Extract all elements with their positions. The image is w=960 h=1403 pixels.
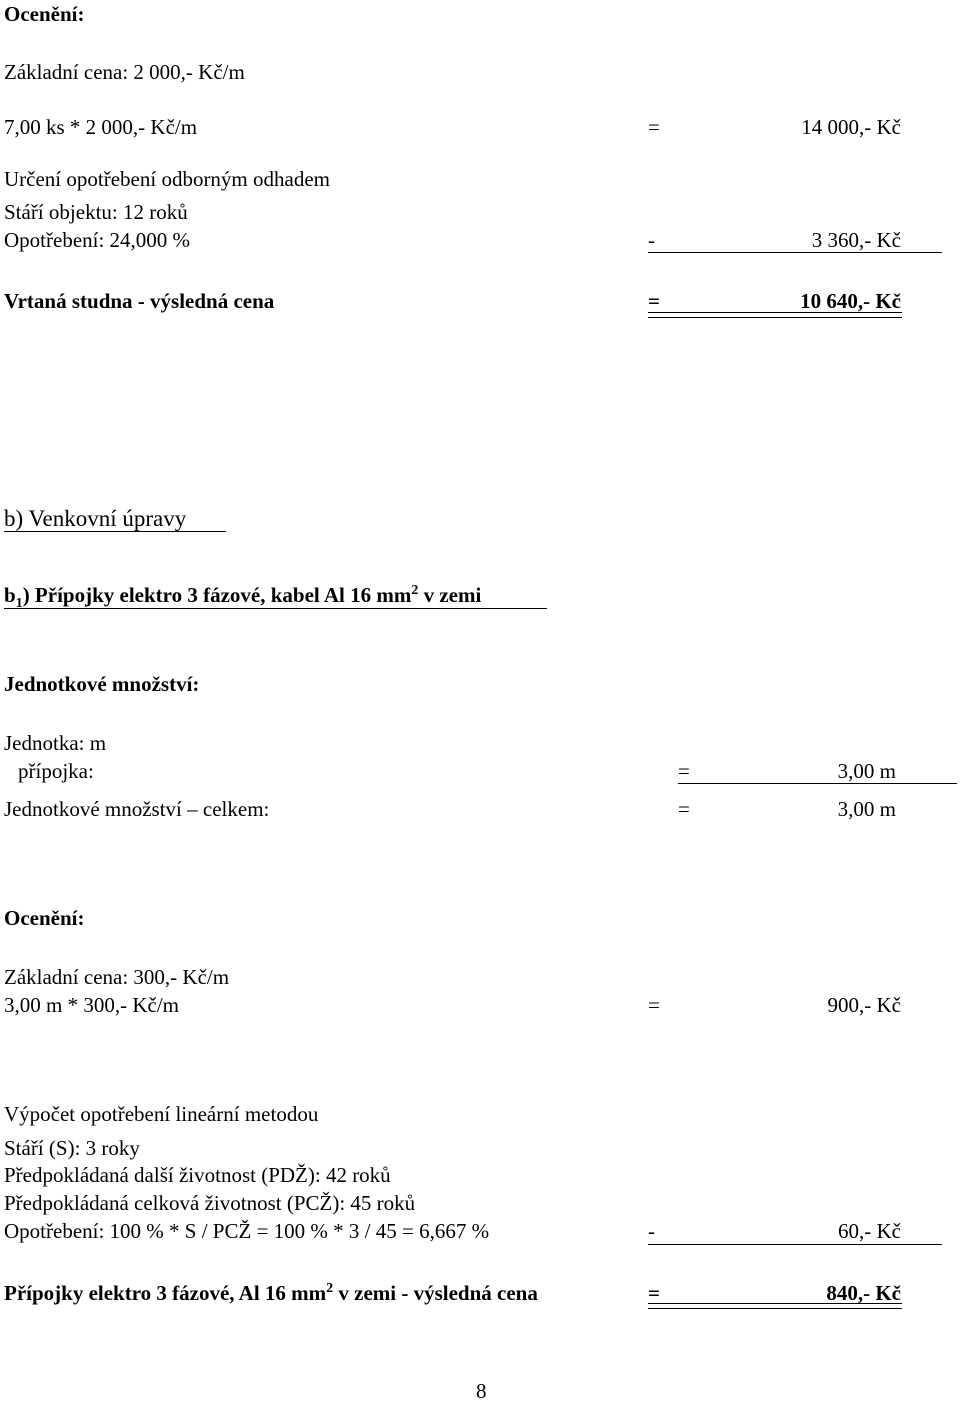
calc-op-a: = <box>648 115 660 139</box>
calc-text-b: 3,00 m * 300,- Kč/m <box>4 993 179 1017</box>
wear-text-a: Opotřebení: 24,000 % <box>4 228 191 252</box>
calc-value-a: 14 000,- Kč <box>801 115 901 139</box>
calc-value-b: 900,- Kč <box>827 993 901 1017</box>
calc-op-b: = <box>648 993 660 1017</box>
result-value-a: 10 640,- Kč <box>800 289 901 313</box>
result-text-b: Přípojky elektro 3 fázové, Al 16 $mm^2$ v zemi - výsledná cena <box>4 1281 538 1305</box>
connection-text: přípojka: <box>18 759 94 783</box>
result-text-a: Vrtaná studna - výsledná cena <box>4 289 275 313</box>
wear-value-b: 60,- Kč <box>838 1219 901 1243</box>
quantity-total-value: 3,00 m <box>837 797 896 821</box>
wear-method-a: Určení opotřebení odborným odhadem <box>4 167 330 191</box>
page-number: 8 <box>476 1379 487 1403</box>
connection-op: = <box>678 759 690 783</box>
sub-heading-b1: $b_1$) Přípojky elektro 3 fázové, kabel Al 16 $mm^2$ v zemi <box>4 583 482 612</box>
remaining-life: Předpokládaná další životnost (PDŽ): 42 roků <box>4 1163 391 1187</box>
wear-value-a: 3 360,- Kč <box>811 228 901 252</box>
total-life: Předpokládaná celková životnost (PCŽ): 45 roků <box>4 1191 416 1215</box>
connection-underline <box>678 783 957 784</box>
quantity-total-op: = <box>678 797 690 821</box>
result-double-underline-b <box>648 1303 902 1309</box>
subtotal-underline-a <box>648 252 942 253</box>
subtotal-underline-b <box>648 1244 942 1245</box>
unit-label: Jednotka: m <box>4 731 107 755</box>
connection-value: 3,00 m <box>837 759 896 783</box>
quantity-total-text: Jednotkové množství – celkem: <box>4 797 270 821</box>
ocenenie-heading-b: Ocenění: <box>4 906 85 930</box>
result-op-b: = <box>648 1281 660 1305</box>
wear-method-b: Výpočet opotřebení lineární metodou <box>4 1102 319 1126</box>
age-b: Stáří (S): 3 roky <box>4 1136 140 1160</box>
result-value-b: 840,- Kč <box>826 1281 901 1305</box>
result-op-a: = <box>648 289 660 313</box>
section-b-heading-underline <box>4 531 226 532</box>
ocenenie-heading-a: Ocenění: <box>4 2 85 26</box>
wear-op-a: - <box>648 228 655 252</box>
age-a: Stáří objektu: 12 roků <box>4 200 188 224</box>
wear-op-b: - <box>648 1219 655 1243</box>
calc-text-a: 7,00 ks * 2 000,- Kč/m <box>4 115 198 139</box>
base-price-b: Základní cena: 300,- Kč/m <box>4 965 230 989</box>
quantity-heading: Jednotkové množství: <box>4 672 200 696</box>
result-double-underline-a <box>648 312 902 318</box>
wear-text-b: Opotřebení: 100 % * S / PCŽ = 100 % * 3 / 45 = 6,667 % <box>4 1219 490 1243</box>
sub-heading-b1-underline <box>4 608 547 609</box>
section-b-heading: b) Venkovní úpravy <box>4 506 187 531</box>
base-price-a: Základní cena: 2 000,- Kč/m <box>4 60 245 84</box>
